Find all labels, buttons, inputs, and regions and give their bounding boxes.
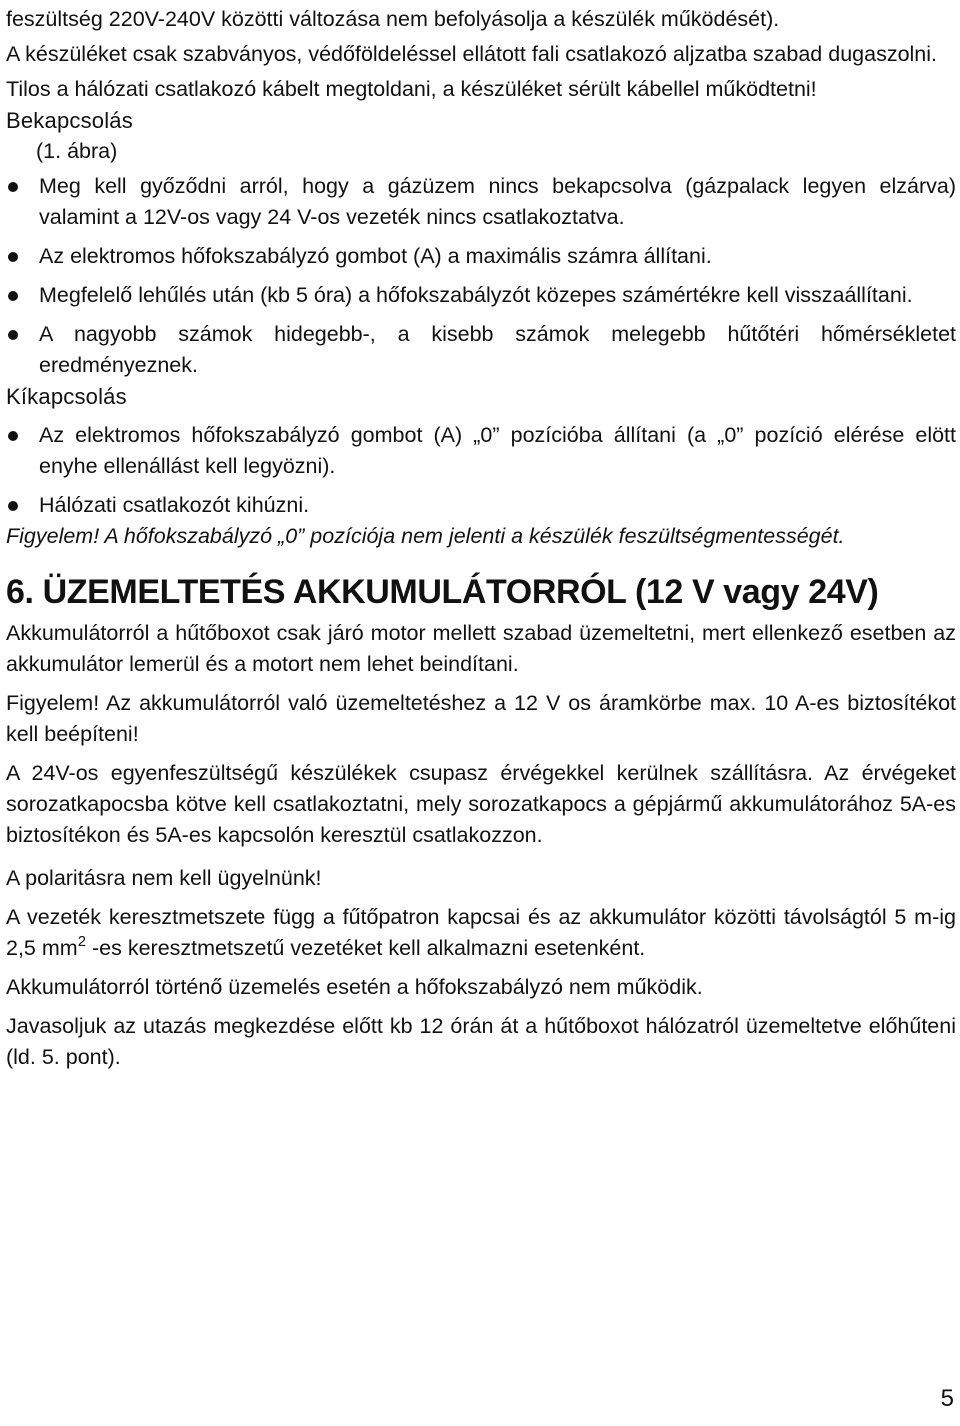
manual-page: [6, 4, 956, 1073]
list-item: [6, 490, 956, 521]
thermostat-note: Akkumulátorról történő üzemelés esetén a hőfokszabályzó nem működik.: [6, 975, 703, 999]
switch-on-heading: Bekapcsolás: [6, 108, 133, 133]
list-item-text: Az elektromos hőfokszabályzó gombot (A) „0” pozícióba állítani (a „0” pozíció elérése elött enyhe ellenállást kell legyözni).: [39, 423, 956, 478]
cross-section-text-2: -es keresztmetszetű vezetéket kell alkalmazni esetenként.: [86, 936, 646, 960]
list-item: [6, 420, 956, 482]
polarity-note: A polaritásra nem kell ügyelnünk!: [6, 866, 322, 890]
switch-off-steps: [6, 420, 956, 521]
switch-on-steps: [6, 171, 956, 381]
cable-warning-paragraph: Tilos a hálózati csatlakozó kábelt megtoldani, a készüléket sérült kábellel működtetni!: [6, 77, 817, 101]
battery-paragraph-3: A 24V-os egyenfeszültségű készülékek csupasz érvégekkel kerülnek szállításra. Az érvégeket sorozatkapocsba kötve kell csatlakoztatni, mely sorozatkapocs a gépjármű akkumulátorához 5A-es biztosítékon és 5A-es kapcsolón keresztül csatlakozzon.: [6, 761, 956, 847]
list-item: [6, 171, 956, 233]
bullet-icon: [8, 501, 18, 511]
bullet-icon: [8, 182, 18, 192]
cross-section-text-1: A vezeték keresztmetszete függ a fűtőpatron kapcsai és az akkumulátor közötti távolságtól 5 m-ig 2,5 mm: [6, 905, 956, 960]
figure-reference: (1. ábra): [36, 139, 118, 163]
page-number: 5: [940, 1385, 954, 1412]
list-item-text: Az elektromos hőfokszabályzó gombot (A) a maximális számra állítani.: [39, 244, 712, 268]
bullet-icon: [8, 252, 18, 262]
list-item-text: Megfelelő lehűlés után (kb 5 óra) a hőfokszabályzót közepes számértékre kell visszaállítani.: [39, 283, 913, 307]
voltage-warning: Figyelem! A hőfokszabályzó „0” pozíciója nem jelenti a készülék feszültségmentességét.: [6, 524, 845, 548]
list-item: [6, 241, 956, 272]
list-item: [6, 280, 956, 311]
list-item-text: Hálózati csatlakozót kihúzni.: [39, 493, 310, 517]
switch-off-heading: Kíkapcsolás: [6, 384, 127, 409]
precooling-recommendation: Javasoljuk az utazás megkezdése előtt kb 12 órán át a hűtőboxot hálózatról üzemeltetve előhűteni (ld. 5. pont).: [6, 1014, 956, 1069]
squared-superscript: 2: [77, 933, 87, 950]
intro-continuation: feszültség 220V-240V közötti változása nem befolyásolja a készülék működését).: [6, 7, 780, 31]
bullet-icon: [8, 330, 18, 340]
cable-cross-section-paragraph: [6, 902, 956, 964]
grounded-socket-paragraph: A készüléket csak szabványos, védőföldeléssel ellátott fali csatlakozó aljzatba szabad dugaszolni.: [6, 42, 938, 66]
list-item-text: Meg kell győződni arról, hogy a gázüzem nincs bekapcsolva (gázpalack legyen elzárva) valamint a 12V-os vagy 24 V-os vezeték nincs csatlakoztatva.: [39, 174, 956, 229]
battery-paragraph-1: Akkumulátorról a hűtőboxot csak járó motor mellett szabad üzemeltetni, mert ellenkező esetben az akkumulátor lemerül és a motort nem lehet beindítani.: [6, 621, 956, 676]
list-item-text: A nagyobb számok hidegebb-, a kisebb számok melegebb hűtőtéri hőmérsékletet eredményeznek.: [39, 322, 956, 377]
section-title: 6. ÜZEMELTETÉS AKKUMULÁTORRÓL (12 V vagy 24V): [6, 573, 879, 611]
bullet-icon: [8, 291, 18, 301]
list-item: [6, 319, 956, 381]
bullet-icon: [8, 431, 18, 441]
battery-paragraph-2: Figyelem! Az akkumulátorról való üzemeltetéshez a 12 V os áramkörbe max. 10 A-es biztosítékot kell beépíteni!: [6, 691, 956, 746]
